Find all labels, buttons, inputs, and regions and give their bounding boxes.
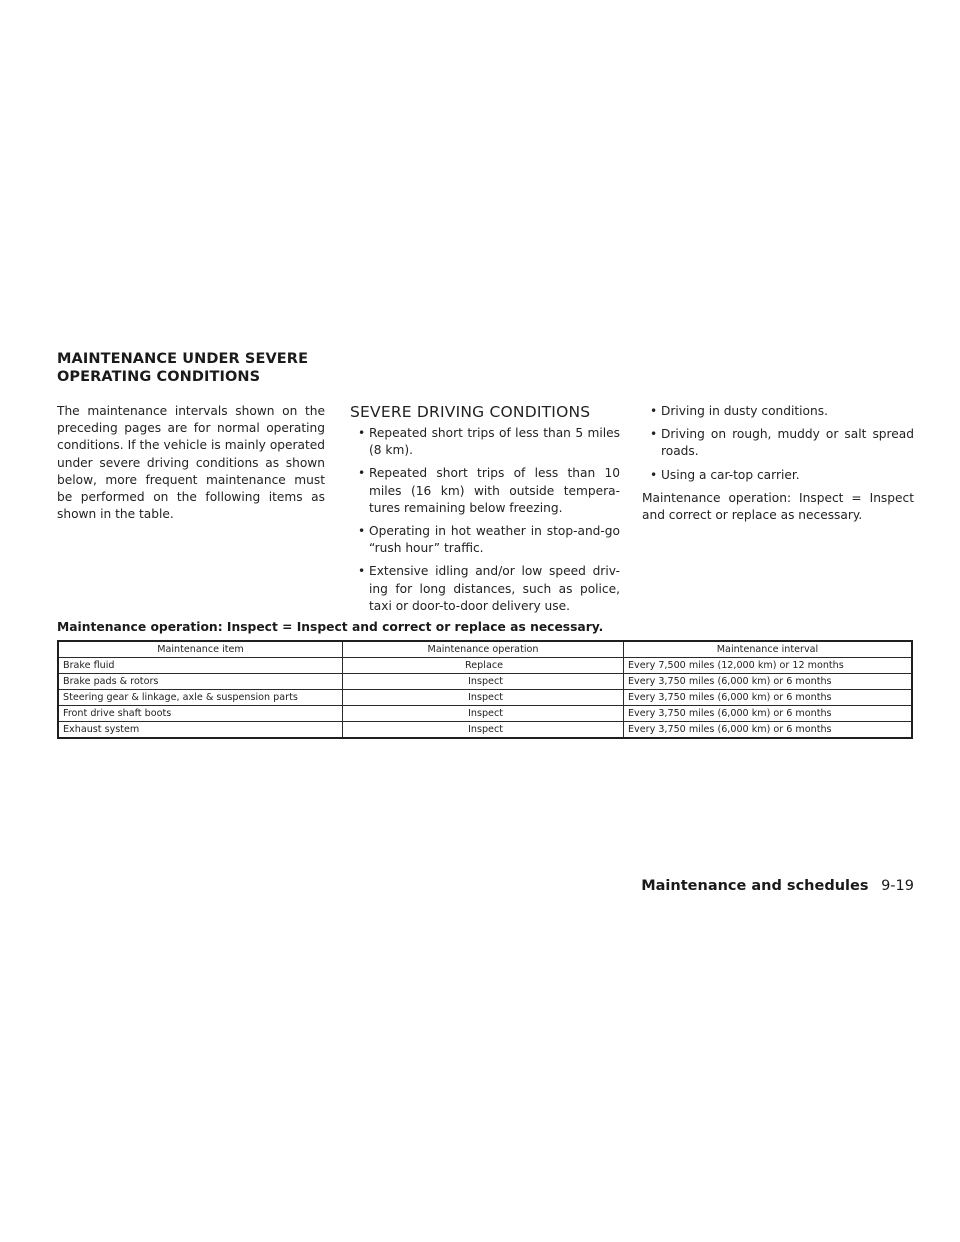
- cell-operation: Inspect: [343, 722, 624, 739]
- severe-conditions-column: [350, 403, 620, 621]
- table-row: [58, 722, 912, 739]
- cell-operation: Replace: [343, 658, 624, 674]
- cell-operation: Inspect: [343, 674, 624, 690]
- severe-conditions-column-continued: [642, 403, 914, 524]
- cell-item: Brake fluid: [58, 658, 343, 674]
- list-item: • Using a car-top carrier.: [642, 467, 914, 484]
- column-header-item: Maintenance item: [58, 641, 343, 658]
- section-heading: [57, 350, 387, 386]
- cell-interval: Every 3,750 miles (6,000 km) or 6 months: [624, 722, 913, 739]
- maintenance-operation-note: Maintenance operation: Inspect = Inspect and correct or replace as necessary.: [642, 490, 914, 523]
- table-header-row: [58, 641, 912, 658]
- list-item: • Extensive idling and/or low speed driv-ing for long distances, such as police, taxi or door-to-door delivery use.: [350, 563, 620, 615]
- cell-operation: Inspect: [343, 706, 624, 722]
- heading-line-1: MAINTENANCE UNDER SEVERE: [57, 351, 309, 367]
- cell-item: Brake pads & rotors: [58, 674, 343, 690]
- table-row: [58, 674, 912, 690]
- table-title: Maintenance operation: Inspect = Inspect and correct or replace as necessary.: [57, 620, 604, 634]
- table-row: [58, 658, 912, 674]
- cell-item: Exhaust system: [58, 722, 343, 739]
- table-row: [58, 690, 912, 706]
- cell-interval: Every 3,750 miles (6,000 km) or 6 months: [624, 690, 913, 706]
- cell-item: Front drive shaft boots: [58, 706, 343, 722]
- cell-interval: Every 3,750 miles (6,000 km) or 6 months: [624, 674, 913, 690]
- list-item: • Driving on rough, muddy or salt spread roads.: [642, 426, 914, 460]
- list-item: • Driving in dusty conditions.: [642, 403, 914, 420]
- cell-interval: Every 7,500 miles (12,000 km) or 12 months: [624, 658, 913, 674]
- column-header-operation: Maintenance operation: [343, 641, 624, 658]
- maintenance-table: [57, 640, 913, 739]
- list-item: • Repeated short trips of less than 10 miles (16 km) with outside tempera-tures remaining below freezing.: [350, 465, 620, 517]
- page-footer: [641, 877, 914, 895]
- list-item: • Operating in hot weather in stop-and-go “rush hour” traffic.: [350, 523, 620, 557]
- severe-conditions-title: SEVERE DRIVING CONDITIONS: [350, 403, 591, 421]
- list-item: • Repeated short trips of less than 5 miles (8 km).: [350, 425, 620, 459]
- footer-section-title: Maintenance and schedules: [641, 878, 869, 894]
- column-header-interval: Maintenance interval: [624, 641, 913, 658]
- intro-paragraph: The maintenance intervals shown on the preceding pages are for normal operating conditions. If the vehicle is mainly operated under severe driving conditions as shown below, more frequent maintenance must be performed on the following items as shown in the table.: [57, 404, 325, 522]
- table-row: [58, 706, 912, 722]
- severe-conditions-list-continued: [642, 403, 914, 484]
- cell-interval: Every 3,750 miles (6,000 km) or 6 months: [624, 706, 913, 722]
- page-number: 9-19: [881, 878, 914, 894]
- cell-item: Steering gear & linkage, axle & suspension parts: [58, 690, 343, 706]
- cell-operation: Inspect: [343, 690, 624, 706]
- severe-conditions-list: [350, 425, 620, 615]
- heading-line-2: OPERATING CONDITIONS: [57, 369, 261, 385]
